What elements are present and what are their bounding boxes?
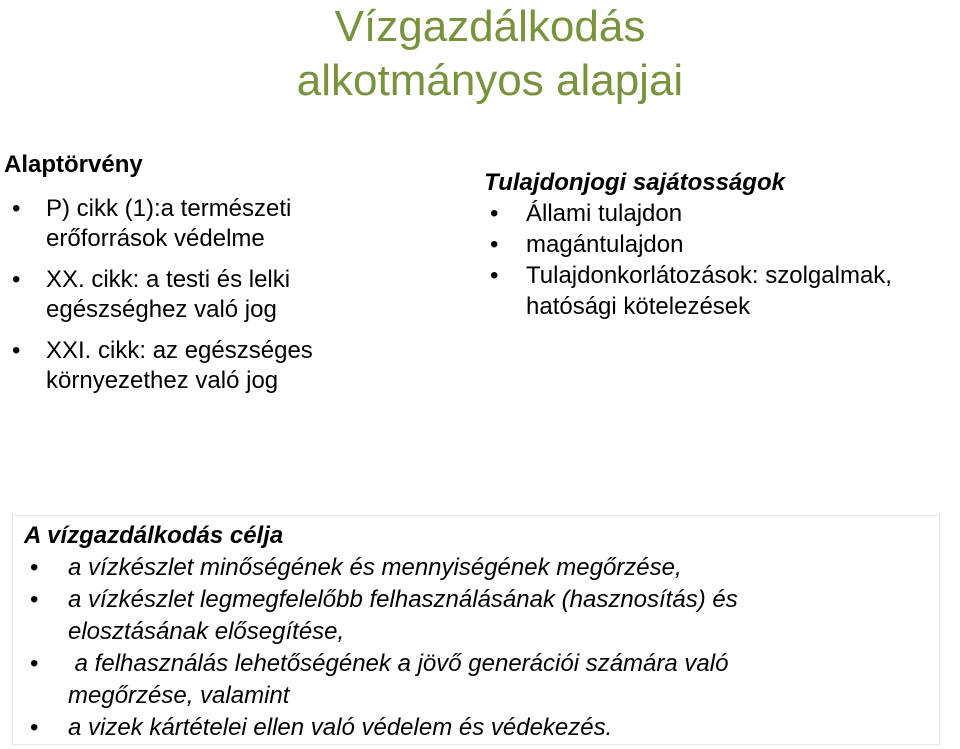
list-item-line: hatósági kötelezések: [526, 293, 751, 320]
list-item-line: magántulajdon: [526, 231, 684, 258]
alaptorveny-list: [4, 194, 394, 396]
list-item: [484, 260, 958, 322]
list-item-line: megőrzése, valamint: [68, 682, 290, 709]
celja-heading: A vízgazdálkodás célja: [24, 522, 284, 549]
list-item-line: a felhasználás lehetőségének a jövő generációi számára való: [68, 650, 729, 677]
list-item-line: XXI. cikk: az egészséges: [46, 337, 313, 364]
list-item-line: elosztásának elősegítése,: [68, 618, 345, 645]
list-item: [484, 198, 958, 229]
list-item-line: P) cikk (1):a természeti: [46, 195, 292, 222]
list-item-line: XX. cikk: a testi és lelki: [46, 266, 291, 293]
alaptorveny-section: [4, 150, 394, 407]
list-item: [24, 712, 939, 744]
page-title: [230, 0, 750, 108]
vizgazdalkodas-celja-box: [12, 515, 940, 745]
celja-list: [24, 552, 939, 744]
list-item-line: Állami tulajdon: [526, 200, 683, 227]
list-item: [4, 265, 394, 325]
list-item-line: a vizek kártételei ellen való védelem és védekezés.: [68, 714, 613, 741]
list-item: [4, 194, 394, 254]
list-item: [4, 336, 394, 396]
list-item-line: a vízkészlet legmegfelelőbb felhasználásának (hasznosítás) és: [68, 586, 738, 613]
alaptorveny-heading: Alaptörvény: [4, 151, 143, 178]
tulajdonjog-section: [484, 167, 958, 322]
list-item-line: környezethez való jog: [46, 367, 279, 394]
tulajdonjog-heading: Tulajdonjogi sajátosságok: [484, 169, 785, 196]
tulajdonjog-list: [484, 198, 958, 322]
list-item: [24, 552, 939, 584]
list-item-line: a vízkészlet minőségének és mennyiségének megőrzése,: [68, 554, 682, 581]
list-item: [484, 229, 958, 260]
list-item: [24, 584, 939, 648]
list-item: [24, 648, 939, 712]
list-item-line: erőforrások védelme: [46, 225, 265, 252]
title-line-1: Vízgazdálkodás: [334, 2, 646, 51]
title-line-2: alkotmányos alapjai: [296, 56, 684, 105]
list-item-line: egészséghez való jog: [46, 296, 277, 323]
list-item-line: Tulajdonkorlátozások: szolgalmak,: [526, 262, 892, 289]
